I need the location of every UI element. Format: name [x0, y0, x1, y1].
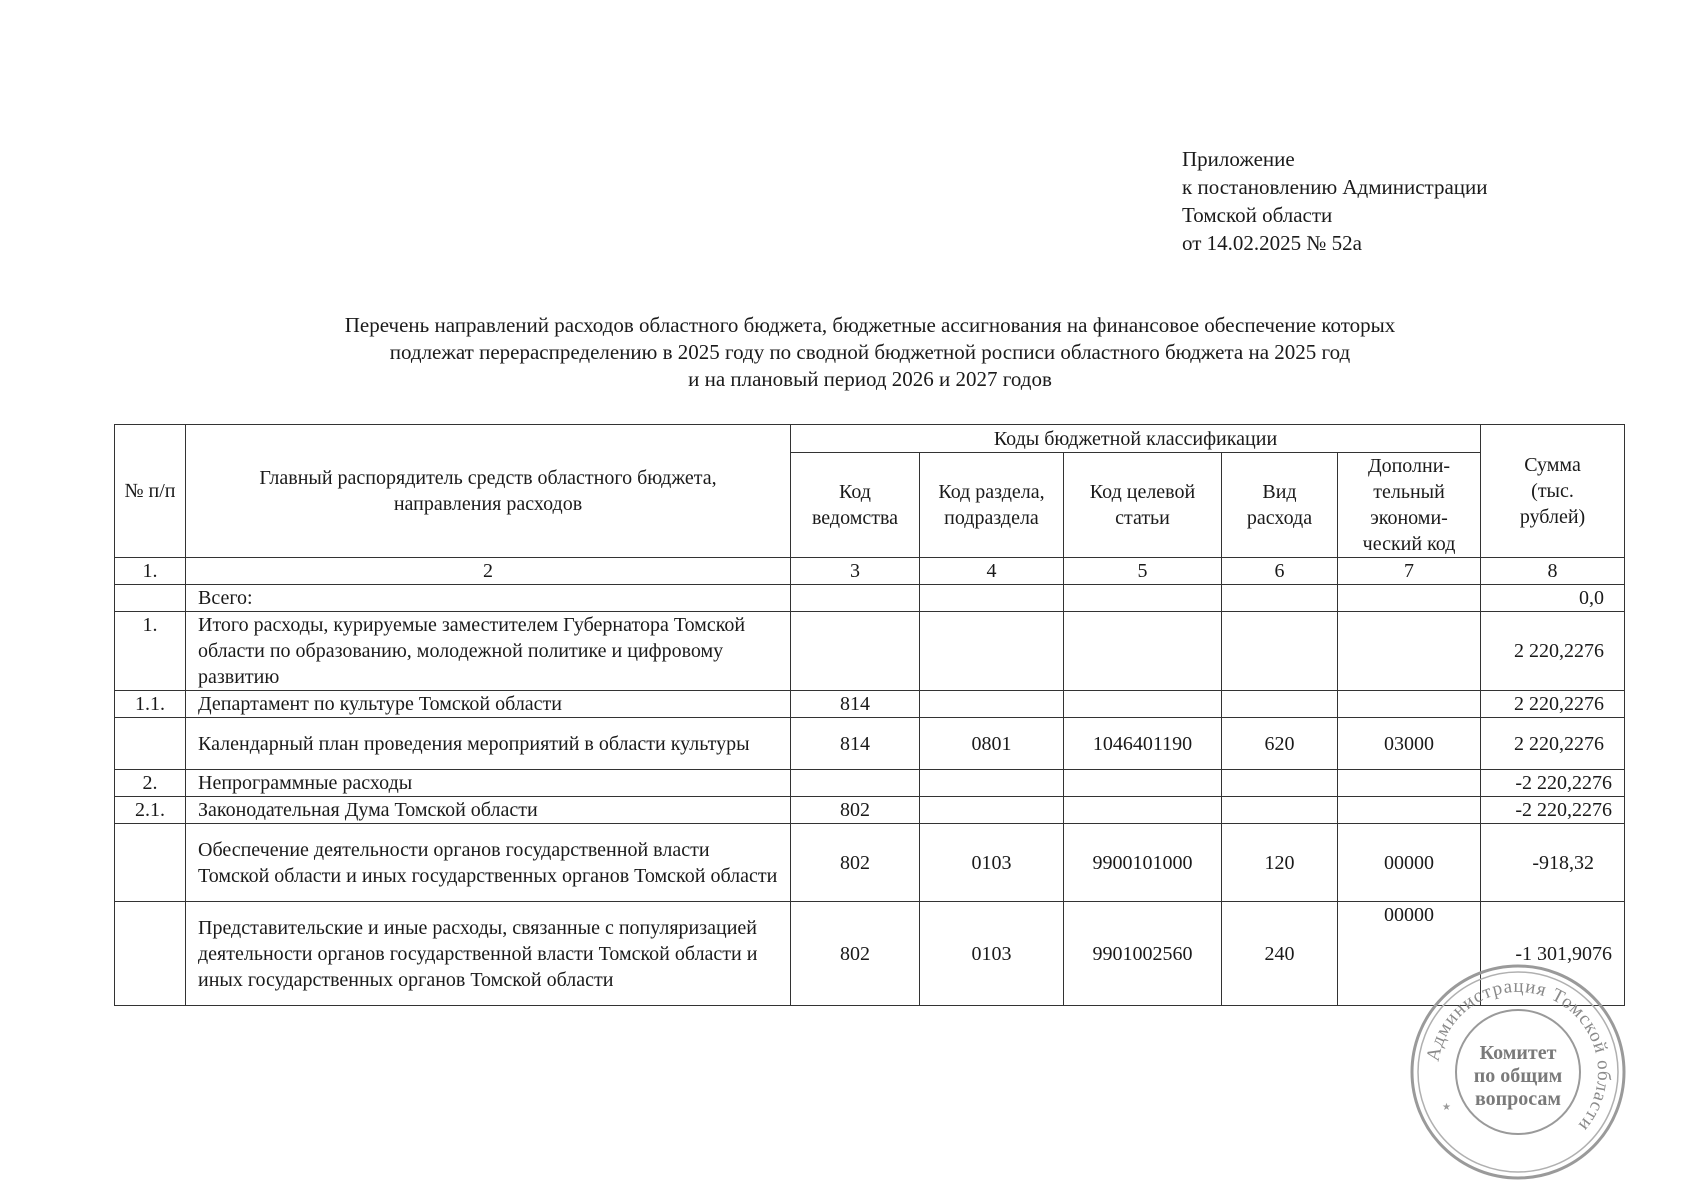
table-row [115, 691, 1625, 718]
table-row [115, 718, 1625, 770]
row-sum: 2 220,2276 [1481, 691, 1625, 718]
row-num [115, 718, 186, 770]
row-section: 0103 [920, 824, 1064, 902]
header-codes-group: Коды бюджетной классификации [791, 425, 1481, 453]
row-target [1064, 770, 1222, 797]
row-dept [791, 770, 920, 797]
row-sum: 2 220,2276 [1481, 612, 1625, 691]
row-num: 2. [115, 770, 186, 797]
row-target: 1046401190 [1064, 718, 1222, 770]
row-name: Законодательная Дума Томской области [186, 797, 791, 824]
header-row-1 [115, 425, 1625, 453]
row-dept: 802 [791, 902, 920, 1006]
row-dept: 814 [791, 691, 920, 718]
row-sum: -918,32 [1481, 824, 1625, 902]
row-sum: -2 220,2276 [1481, 770, 1625, 797]
row-num [115, 902, 186, 1006]
row-extra [1338, 612, 1481, 691]
table-row [115, 797, 1625, 824]
row-num: 2.1. [115, 797, 186, 824]
col-number: 3 [791, 558, 920, 585]
row-type: 240 [1222, 902, 1338, 1006]
row-target [1064, 797, 1222, 824]
row-target: 9900101000 [1064, 824, 1222, 902]
row-name: Календарный план проведения мероприятий в области культуры [186, 718, 791, 770]
row-target [1064, 612, 1222, 691]
column-numbers-row [115, 558, 1625, 585]
row-type [1222, 691, 1338, 718]
header-sum: Сумма (тыс. рублей) [1481, 425, 1625, 558]
row-type [1222, 585, 1338, 612]
row-section: 0103 [920, 902, 1064, 1006]
appendix-resolution: к постановлению Администрации [1182, 175, 1488, 199]
row-num [115, 585, 186, 612]
row-section: 0801 [920, 718, 1064, 770]
row-section [920, 691, 1064, 718]
table-row [115, 585, 1625, 612]
row-dept: 802 [791, 824, 920, 902]
row-num: 1.1. [115, 691, 186, 718]
title-line-3: и на плановый период 2026 и 2027 годов [688, 367, 1052, 391]
header-expense-type: Вид расхода [1222, 453, 1338, 558]
row-extra: 00000 [1338, 824, 1481, 902]
appendix-date-number: от 14.02.2025 № 52а [1182, 231, 1363, 255]
seal-center-line-1: Комитет [1479, 1042, 1557, 1064]
row-dept [791, 585, 920, 612]
row-type: 120 [1222, 824, 1338, 902]
table-row [115, 824, 1625, 902]
row-section [920, 770, 1064, 797]
row-extra [1338, 691, 1481, 718]
row-type: 620 [1222, 718, 1338, 770]
row-name: Итого расходы, курируемые заместителем Губернатора Томской области по образованию, молодежной политике и цифровому развитию [186, 612, 791, 691]
row-extra [1338, 797, 1481, 824]
appendix-region: Томской области [1182, 203, 1333, 227]
row-extra: 00000 [1338, 902, 1481, 1006]
col-number: 1. [115, 558, 186, 585]
row-name: Всего: [186, 585, 791, 612]
header-section-code: Код раздела, подраздела [920, 453, 1064, 558]
col-number: 8 [1481, 558, 1625, 585]
seal-graphic [1408, 962, 1628, 1182]
row-dept [791, 612, 920, 691]
col-number: 7 [1338, 558, 1481, 585]
row-section [920, 797, 1064, 824]
header-name: Главный распорядитель средств областного бюджета, направления расходов [186, 425, 791, 558]
seal-center-line-2: по общим [1473, 1065, 1563, 1087]
row-sum: -1 301,9076 [1481, 902, 1625, 1006]
row-name: Обеспечение деятельности органов государственной власти Томской области и иных государственных органов Томской области [186, 824, 791, 902]
appendix-block [1182, 145, 1488, 257]
row-extra [1338, 585, 1481, 612]
row-target [1064, 691, 1222, 718]
row-name: Представительские и иные расходы, связанные с популяризацией деятельности органов государственной власти Томской области и иных государственных органов Томской области [186, 902, 791, 1006]
header-num: № п/п [115, 425, 186, 558]
row-target [1064, 585, 1222, 612]
row-dept: 814 [791, 718, 920, 770]
appendix-title: Приложение [1182, 147, 1295, 171]
row-dept: 802 [791, 797, 920, 824]
seal-center-line-3: вопросам [1474, 1088, 1562, 1110]
col-number: 5 [1064, 558, 1222, 585]
row-sum: 0,0 [1481, 585, 1625, 612]
row-num [115, 824, 186, 902]
row-name: Непрограммные расходы [186, 770, 791, 797]
row-extra: 03000 [1338, 718, 1481, 770]
budget-table [114, 424, 1625, 1006]
table-row [115, 612, 1625, 691]
row-type [1222, 612, 1338, 691]
row-sum: 2 220,2276 [1481, 718, 1625, 770]
col-number: 2 [186, 558, 791, 585]
table-row [115, 770, 1625, 797]
row-type [1222, 770, 1338, 797]
document-title [240, 312, 1500, 393]
table-row [115, 902, 1625, 1006]
row-name: Департамент по культуре Томской области [186, 691, 791, 718]
row-section [920, 612, 1064, 691]
col-number: 4 [920, 558, 1064, 585]
row-extra [1338, 770, 1481, 797]
header-target-code: Код целевой статьи [1064, 453, 1222, 558]
header-dept-code: Код ведомства [791, 453, 920, 558]
row-type [1222, 797, 1338, 824]
col-number: 6 [1222, 558, 1338, 585]
row-sum: -2 220,2276 [1481, 797, 1625, 824]
row-target: 9901002560 [1064, 902, 1222, 1006]
seal-star-icon: ★ [1442, 1102, 1451, 1113]
official-seal [1408, 962, 1628, 1182]
title-line-2: подлежат перераспределению в 2025 году по сводной бюджетной росписи областного бюджета на 2025 год [389, 340, 1351, 364]
row-section [920, 585, 1064, 612]
row-num: 1. [115, 612, 186, 691]
title-line-1: Перечень направлений расходов областного бюджета, бюджетные ассигнования на финансовое обеспечение которых [344, 313, 1396, 337]
header-extra-code: Дополни-тельный экономи-ческий код [1338, 453, 1481, 558]
seal-ring-text: Администрация Томской области [1422, 975, 1615, 1136]
